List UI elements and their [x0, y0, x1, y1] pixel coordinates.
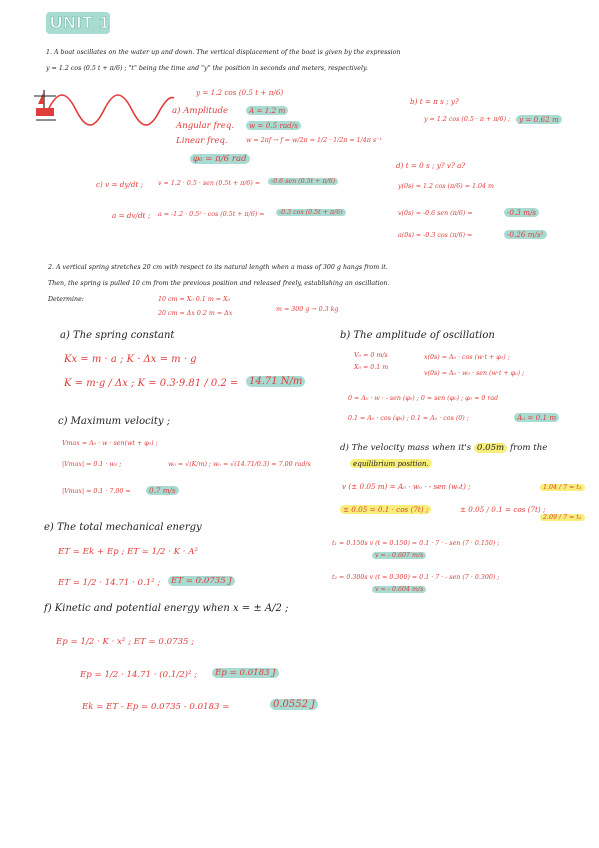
- p2-d-v2: v = - 0.604 m/s: [372, 586, 426, 593]
- p1-c-a-result: -0.3 cos (0.5t + π/6): [276, 209, 346, 216]
- p1-d-label: d) t = 0 s ; y? v? a?: [396, 161, 466, 170]
- p1-b-calc: y = 1.2 cos (0.5 · π + π/6) ;: [424, 116, 511, 123]
- p2-f-eq2: Ep = 1/2 · 14.71 · (0.1/2)² ;: [80, 670, 198, 680]
- p2-f-title: f) Kinetic and potential energy when x = ± A/2 ;: [44, 603, 289, 614]
- p2-f-result-2: 0.0552 J: [270, 699, 318, 710]
- p1-c-result: -0.6 sen (0.5t + π/6): [268, 178, 338, 185]
- p2-d-title-line2: equilibrium position.: [350, 459, 432, 468]
- p2-f-result-1: Ep = 0.0183 J: [212, 668, 279, 678]
- p2-c-eq3: w₀ = √(K/m) ; w₀ = √(14.71/0.3) = 7.00 rad/s: [168, 461, 311, 468]
- p2-d-eq1: v (± 0.05 m) = A₀ · w₀ · - sen (w₀t) ;: [342, 482, 471, 491]
- p1-linear-label: Linear freq.: [176, 136, 228, 146]
- boat-wave-sketch: [34, 84, 184, 130]
- p2-c-eq1: Vmax = A₀ · w · sen(wt + φ₀) ;: [62, 440, 158, 447]
- problem2-statement-line1: 2. A vertical spring stretches 20 cm with respect to its natural length when a mass of 300 g hangs from it.: [48, 264, 388, 271]
- p2-c-eq2: |Vmax| = 0.1 · w₀ ;: [62, 461, 122, 468]
- p2-b-v0: V₀ = 0 m/s: [354, 352, 388, 359]
- p2-d-title-highlight: 0.05m: [474, 443, 507, 453]
- p2-b-x: x(0s) = A₀ · cos (w·t + φ₀) ;: [424, 354, 510, 361]
- p1-amplitude-label: a) Amplitude: [172, 106, 229, 116]
- p2-a-title: a) The spring constant: [60, 330, 175, 341]
- p2-d-title-part2: from the: [509, 443, 548, 453]
- p1-d-v-result: -0.3 m/s: [504, 208, 539, 217]
- problem1-statement-line1: 1. A boat oscillates on the water up and down. The vertical displacement of the boat is given by the expression: [46, 49, 401, 56]
- p2-given-2: 20 cm = Δx 0.2 m = Δx: [158, 310, 233, 317]
- p2-d-t1-fraction: 1.04 / 7 = t₁: [540, 484, 585, 491]
- p2-d-eq2a: ± 0.05 = 0.1 · cos (7t) ;: [340, 505, 431, 514]
- p1-c-a-label: a = dv/dt ;: [112, 211, 151, 220]
- problem1-statement-line2: y = 1.2 cos (0.5 t + π/6) ; "t" being the time and "y" the position in seconds and meters, respectively.: [46, 65, 368, 72]
- p2-e-eq1: ET = Ek + Ep ; ET = 1/2 · K · A²: [58, 547, 198, 557]
- problem2-statement-line2: Then, the spring is pulled 10 cm from the previous position and released freely, establishing an oscillation.: [48, 280, 390, 287]
- p1-c-a-calc: a = -1.2 · 0.5² · cos (0.5t + π/6) =: [158, 211, 265, 218]
- p2-given-3: m = 300 g → 0.3 kg: [276, 306, 339, 313]
- p2-d-title-part1: d) The velocity mass when it's: [340, 443, 472, 453]
- p2-a-result: 14.71 N/m: [246, 376, 305, 387]
- p2-e-title: e) The total mechanical energy: [44, 522, 202, 533]
- p2-b-title: b) The amplitude of oscillation: [340, 330, 495, 341]
- p1-d-a-result: -0.26 m/s²: [504, 230, 547, 239]
- p2-b-x0: X₀ = 0.1 m: [354, 364, 389, 371]
- p1-angular-value: w = 0.5 rad/s: [246, 121, 301, 130]
- p1-c-label: c) v = dy/dt ;: [96, 180, 144, 189]
- p2-f-eq3: Ek = ET - Ep = 0.0735 - 0.0183 =: [82, 702, 230, 712]
- p2-f-eq1: Ep = 1/2 · K · x² ; ET = 0.0735 ;: [56, 637, 195, 647]
- p2-c-eq4: |Vmax| = 0.1 · 7.00 =: [62, 488, 131, 495]
- problem2-determine: Determine:: [48, 296, 84, 303]
- p1-phase-value: φ₀ = π/6 rad: [190, 154, 250, 164]
- p2-a-eq1: Kx = m · a ; K · Δx = m · g: [64, 354, 197, 365]
- p2-d-t2: t₂ = 0.300s v (t = 0.300) = 0.1 · 7 · - sen (7 · 0.300) ;: [332, 574, 500, 581]
- p1-c-calc: v = 1.2 · 0.5 · sen (0.5t + π/6) =: [158, 180, 261, 187]
- p2-e-result: ET = 0.0735 J: [168, 576, 235, 586]
- p1-linear-value: w = 2πf → f = w/2π = 1/2 · 1/2π = 1/4π s⁻¹: [246, 137, 383, 144]
- p2-d-eq2b: ± 0.05 / 0.1 = cos (7t) ;: [460, 505, 546, 514]
- p1-angular-label: Angular freq.: [176, 121, 235, 131]
- p2-given-1: 10 cm = X₀ 0.1 m = X₀: [158, 296, 231, 303]
- p2-b-result: A₀ = 0.1 m: [514, 413, 559, 422]
- p2-c-result: 0.7 m/s: [146, 486, 179, 495]
- p1-d-v-calc: v(0s) = -0.6 sen (π/6) =: [398, 210, 473, 217]
- p2-d-v1: v = - 0.607 m/s: [372, 552, 426, 559]
- unit-title: UNIT 1: [46, 12, 110, 34]
- p2-c-title: c) Maximum velocity ;: [58, 416, 171, 427]
- p1-amplitude-value: A = 1.2 m: [246, 106, 288, 115]
- p2-b-line2: 0.1 = A₀ · cos (φ₀) ; 0.1 = A₀ · cos (0) ;: [348, 415, 469, 422]
- p2-b-v: v(0s) = A₀ · w₀ · sen (w·t + φ₀) ;: [424, 370, 525, 377]
- p2-a-eq2: K = m·g / Δx ; K = 0.3·9.81 / 0.2 =: [64, 378, 239, 389]
- p1-b-result: y = 0.62 m: [516, 115, 562, 124]
- p1-b-label: b) t = π s ; y?: [410, 97, 459, 106]
- p2-e-eq2: ET = 1/2 · 14.71 · 0.1² ;: [58, 578, 161, 588]
- p2-d-t2-fraction: 2.09 / 7 = t₂: [540, 514, 585, 521]
- p1-d-y: y(0s) = 1.2 cos (π/6) = 1.04 m: [398, 183, 495, 190]
- p1-d-a-calc: a(0s) = -0.3 cos (π/6) =: [398, 232, 473, 239]
- p2-b-line1: 0 = A₀ · w · - sen (φ₀) ; 0 = sen (φ₀) ; φ₀ = 0 rad: [348, 395, 499, 402]
- p2-d-t1: t₁ = 0.150s v (t = 0.150) = 0.1 · 7 · - sen (7 · 0.150) ;: [332, 540, 500, 547]
- p1-equation: y = 1.2 cos (0.5 t + π/6): [196, 88, 284, 97]
